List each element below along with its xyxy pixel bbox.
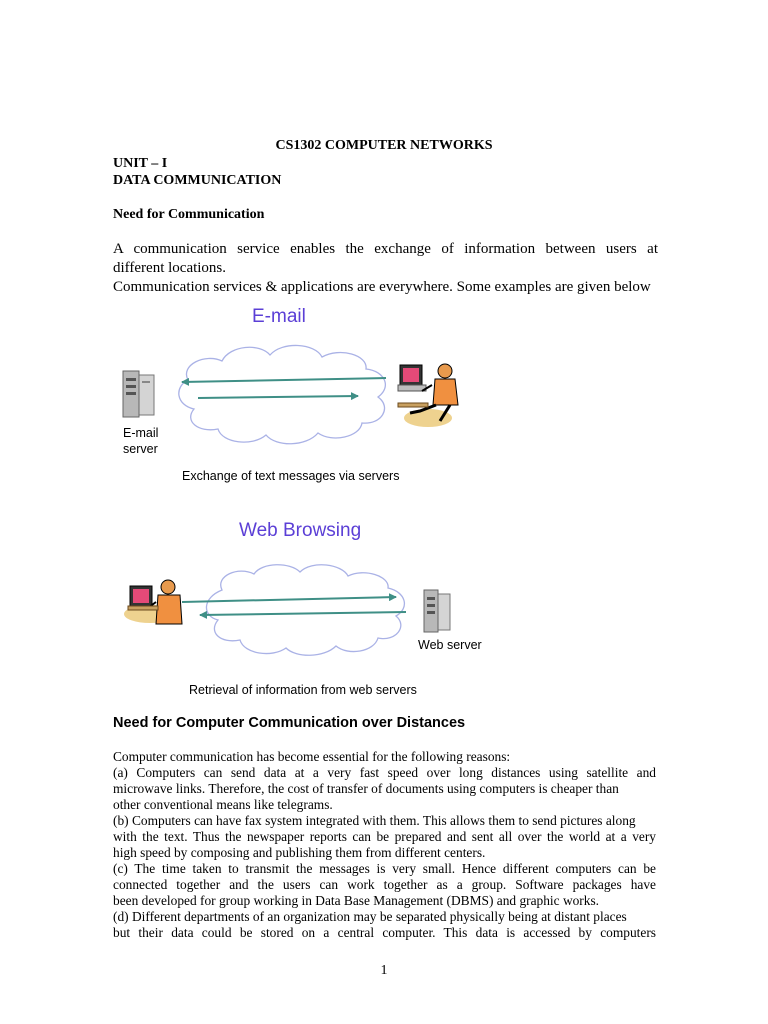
body-line: but their data could be stored on a central computer. This data is accessed by computers [113, 925, 656, 940]
body-line: (d) Different departments of an organization may be separated physically being at distant places [113, 909, 627, 924]
server-label-line: server [123, 442, 158, 456]
body-line: with the text. Thus the newspaper reports can be prepared and sent all over the world at a very [113, 829, 656, 844]
web-figure-title: Web Browsing [239, 520, 362, 541]
chapter-heading: DATA COMMUNICATION [113, 173, 282, 188]
body-line: connected together and the users can work together as a group. Software packages have [113, 877, 656, 892]
network-cloud [206, 565, 404, 656]
body-line: microwave links. Therefore, the cost of transfer of documents using computers is cheaper than [113, 781, 619, 796]
user-computer-icon [124, 580, 182, 624]
section-title-need-for-communication: Need for Communication [113, 207, 265, 222]
section-title-computer-communication: Need for Computer Communication over Distances [113, 715, 466, 731]
web-diagram [110, 560, 470, 660]
section1-body [113, 240, 658, 297]
body-line: high speed by composing and publishing them from different centers. [113, 845, 486, 860]
email-figure-title: E-mail [252, 306, 306, 327]
body-line: (c) The time taken to transmit the messages is very small. Hence different computers can be [113, 861, 656, 876]
server-label-line: E-mail [123, 426, 159, 440]
body-line: been developed for group working in Data Base Management (DBMS) and graphic works. [113, 893, 600, 908]
body-line: (a) Computers can send data at a very fast speed over long distances using satellite and [113, 765, 656, 780]
body-line: Computer communication has become essential for the following reasons: [113, 749, 511, 764]
network-cloud [179, 345, 386, 443]
email-server-label [123, 425, 158, 457]
email-caption: Exchange of text messages via servers [182, 469, 400, 483]
user-computer-icon [398, 364, 458, 427]
email-diagram [110, 335, 470, 465]
body-line: other conventional means like telegrams. [113, 797, 333, 812]
web-server-label: Web server [418, 638, 482, 652]
body-line: (b) Computers can have fax system integrated with them. This allows them to send pictures along [113, 813, 636, 828]
unit-heading: UNIT – I [113, 156, 168, 171]
body-line: Communication services & applications are everywhere. Some examples are given below [113, 279, 651, 295]
web-caption: Retrieval of information from web servers [189, 683, 417, 697]
page-number: 1 [380, 963, 388, 978]
body-line: A communication service enables the exchange of information between users at [113, 241, 658, 257]
server-icon [424, 590, 450, 632]
body-line: different locations. [113, 260, 227, 276]
server-icon [123, 371, 154, 417]
course-title: CS1302 COMPUTER NETWORKS [275, 138, 493, 153]
